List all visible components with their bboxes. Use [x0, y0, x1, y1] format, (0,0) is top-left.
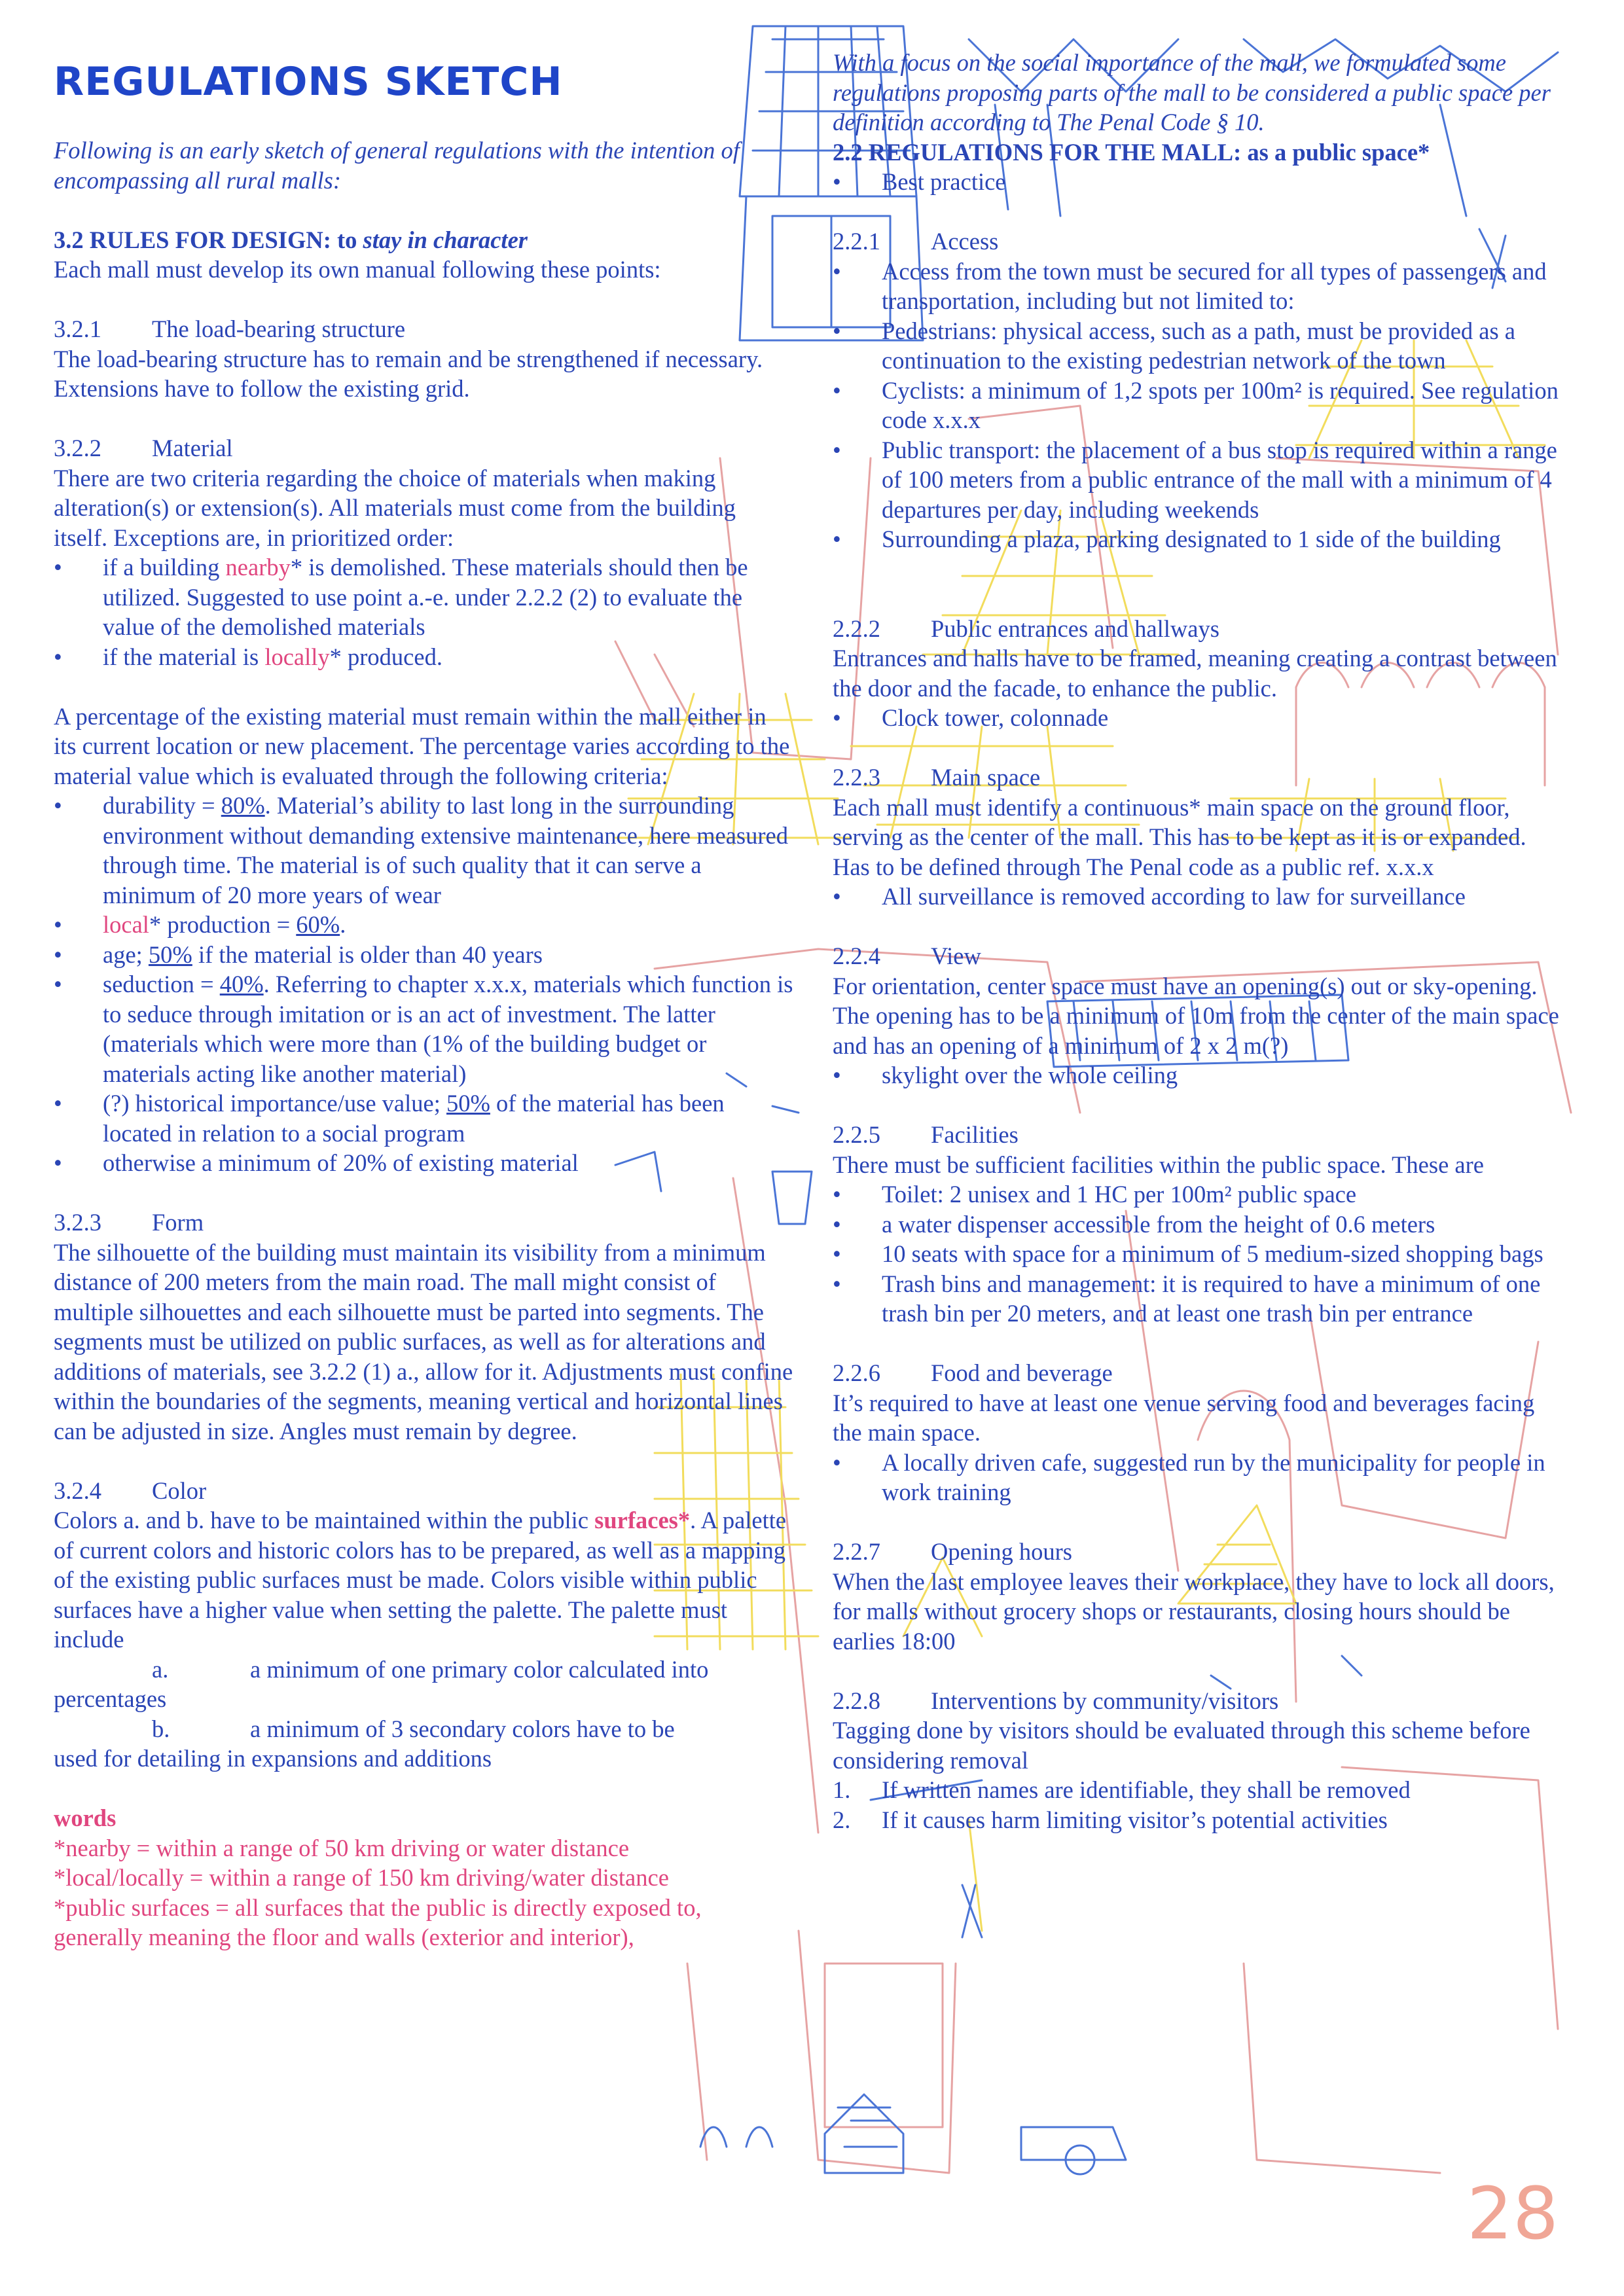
- section-body-2-2-7: When the last employee leaves their workplace, they have to lock all doors, for malls without grocery shops or restaurants, closing hours should be earlies 18:00: [833, 1568, 1555, 1655]
- right-column: [833, 48, 1569, 1835]
- list-item: 1. If written names are identifiable, they shall be removed: [833, 1776, 1411, 1803]
- section-body-2-2-5: There must be sufficient facilities within the public space. These are: [833, 1151, 1484, 1178]
- mall-intro: With a focus on the social importance of the mall, we formulated some regulations proposing parts of the mall to be considered a public space per definition according to The Penal Code § 10.: [833, 49, 1551, 135]
- list-item: • 10 seats with space for a minimum of 5 medium-sized shopping bags: [833, 1239, 1569, 1269]
- list-item: • durability = 80%. Material’s ability to last long in the surrounding environment without demanding extensive maintenance, here measured through time. The material is of such quality that it can serve a minimum of 20 more years of wear: [54, 791, 793, 910]
- page-number: 28: [1467, 2172, 1559, 2255]
- access-list: [833, 257, 1569, 554]
- section-heading-3-2-2: 3.2.2 Material: [54, 435, 233, 461]
- list-item: • otherwise a minimum of 20% of existing material: [54, 1148, 793, 1178]
- list-item: • A locally driven cafe, suggested run by the municipality for people in work training: [833, 1448, 1569, 1507]
- section-heading-2-2-2: 2.2.2 Public entrances and hallways: [833, 615, 1219, 642]
- section-body-2-2-4: For orientation, center space must have an opening(s) out or sky-opening. The opening has to be a minimum of 10m from the center of the main space and has an opening of a minimum of 2 x 2 m(?): [833, 972, 1559, 1059]
- palette-item-a: a. a minimum of one primary color calculated into: [152, 1655, 709, 1683]
- list-item: • if the material is locally* produced.: [54, 642, 793, 672]
- material-exceptions-list: [54, 552, 793, 672]
- section-heading-3-2-4: 3.2.4 Color: [54, 1477, 207, 1504]
- section-heading-2-2-3: 2.2.3 Main space: [833, 764, 1041, 791]
- section-body-2-2-2: Entrances and halls have to be framed, meaning creating a contrast between the door and the facade, to enhance the public.: [833, 645, 1557, 702]
- section-heading-2-2-6: 2.2.6 Food and beverage: [833, 1359, 1113, 1386]
- palette-item-b: b. a minimum of 3 secondary colors have to be: [152, 1715, 675, 1742]
- words-heading: words: [54, 1804, 117, 1831]
- list-item: • Surrounding a plaza, parking designated to 1 side of the building: [833, 524, 1569, 554]
- list-item: • Access from the town must be secured for all types of passengers and transportation, including but not limited to:: [833, 257, 1569, 316]
- intro-text: Following is an early sketch of general regulations with the intention of encompassing all rural malls:: [54, 137, 740, 194]
- list-item: • age; 50% if the material is older than 40 years: [54, 940, 793, 970]
- section-heading-2-2-1: 2.2.1 Access: [833, 228, 999, 255]
- left-column: [54, 56, 793, 1952]
- definition-public-surfaces: *public surfaces = all surfaces that the public is directly exposed to, generally meaning the floor and walls (exterior and interior),: [54, 1893, 702, 1950]
- section-heading-3-2-3: 3.2.3 Form: [54, 1209, 204, 1236]
- mall-heading: 2.2 REGULATIONS FOR THE MALL: as a public space*: [833, 138, 1430, 166]
- tagging-list: [833, 1775, 1569, 1835]
- list-item: • Clock tower, colonnade: [833, 703, 1569, 733]
- definition-nearby: *nearby = within a range of 50 km driving or water distance: [54, 1834, 630, 1861]
- section-heading-3-2-1: 3.2.1 The load-bearing structure: [54, 315, 406, 342]
- list-item: • All surveillance is removed according to law for surveillance: [833, 882, 1569, 912]
- section-body-3-2-3: The silhouette of the building must maintain its visibility from a minimum distance of 200 meters from the main road. The mall might consist of multiple silhouettes and each silhouette must be parted into segments. The segments must be utilized on public surfaces, as well as for alterations and additions of materials, see 3.2.2 (1) a., allow for it. Adjustments must confine within the boundaries of the segments, meaning vertical and horizontal lines can be adjusted in size. Angles must remain by degree.: [54, 1238, 793, 1444]
- section-body-3-2-1: The load-bearing structure has to remain and be strengthened if necessary. Extensions have to follow the existing grid.: [54, 345, 763, 402]
- section-body-3-2-2: There are two criteria regarding the choice of materials when making alteration(s) or extension(s). All materials must come from the building itself. Exceptions are, in prioritized order:: [54, 464, 736, 551]
- section-heading-2-2-7: 2.2.7 Opening hours: [833, 1538, 1072, 1565]
- section-body-3-2-4: Colors a. and b. have to be maintained within the public surfaces*. A palette of current colors and historic colors has to be prepared, as well as a mapping of the existing public surfaces must be made. Colors visible within public surfaces have a higher value when setting the palette. The palette must include: [54, 1507, 787, 1653]
- list-item: • (?) historical importance/use value; 50% of the material has been located in relation to a social program: [54, 1088, 793, 1148]
- section-body-2-2-8: Tagging done by visitors should be evaluated through this scheme before considering removal: [833, 1717, 1530, 1774]
- palette-item-a-cont: percentages: [54, 1685, 167, 1712]
- design-lead: Each mall must develop its own manual following these points:: [54, 256, 661, 283]
- best-practice-item: • Best practice: [833, 167, 1569, 197]
- section-body-2-2-3: Each mall must identify a continuous* main space on the ground floor, serving as the center of the mall. This has to be kept as it is or expanded. Has to be defined through The Penal code as a public ref. x.x.x: [833, 793, 1526, 880]
- section-heading-2-2-5: 2.2.5 Facilities: [833, 1121, 1019, 1148]
- list-item: • Cyclists: a minimum of 1,2 spots per 100m² is required. See regulation code x.x.x: [833, 376, 1569, 435]
- section-heading-2-2-4: 2.2.4 View: [833, 942, 981, 969]
- material-criteria-list: [54, 791, 793, 1178]
- list-item: • Public transport: the placement of a bus stop is required within a range of 100 meters from a public entrance of the mall with a minimum of 4 departures per day, including weekends: [833, 435, 1569, 525]
- list-item: • if a building nearby* is demolished. These materials should then be utilized. Suggested to use point a.-e. under 2.2.2 (2) to evaluate the value of the demolished materials: [54, 552, 793, 642]
- design-heading: 3.2 RULES FOR DESIGN: to stay in character: [54, 226, 528, 253]
- list-item: • Trash bins and management: it is required to have a minimum of one trash bin per 20 meters, and at least one trash bin per entrance: [833, 1269, 1569, 1329]
- section-body-2-2-6: It’s required to have at least one venue serving food and beverages facing the main space.: [833, 1389, 1535, 1446]
- page-title: REGULATIONS SKETCH: [54, 59, 563, 105]
- list-item: 2. If it causes harm limiting visitor’s potential activities: [833, 1806, 1388, 1833]
- section-heading-2-2-8: 2.2.8 Interventions by community/visitors: [833, 1687, 1279, 1714]
- list-item: • skylight over the whole ceiling: [833, 1060, 1569, 1090]
- list-item: • Pedestrians: physical access, such as a path, must be provided as a continuation to the existing pedestrian network of the town: [833, 316, 1569, 376]
- list-item: • Toilet: 2 unisex and 1 HC per 100m² public space: [833, 1179, 1569, 1210]
- definition-local: *local/locally = within a range of 150 km driving/water distance: [54, 1864, 669, 1891]
- facilities-list: [833, 1179, 1569, 1329]
- list-item: • seduction = 40%. Referring to chapter x.x.x, materials which function is to seduce through imitation or is an act of investment. The latter (materials which were more than (1% of the building budget or materials acting like another material): [54, 969, 793, 1088]
- material-percentage-text: A percentage of the existing material must remain within the mall either in its current location or new placement. The percentage varies according to the material value which is evaluated through the following criteria:: [54, 702, 790, 789]
- list-item: • a water dispenser accessible from the height of 0.6 meters: [833, 1210, 1569, 1240]
- list-item: • local* production = 60%.: [54, 910, 793, 940]
- palette-item-b-cont: used for detailing in expansions and additions: [54, 1745, 492, 1772]
